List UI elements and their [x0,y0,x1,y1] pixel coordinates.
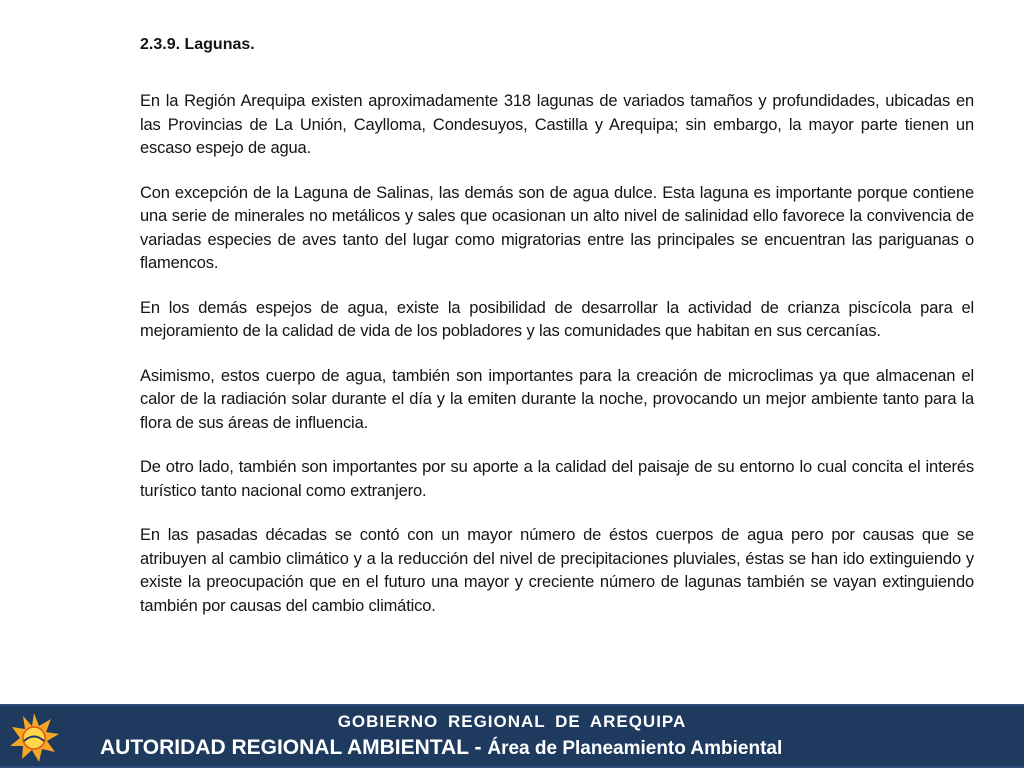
paragraph: Asimismo, estos cuerpo de agua, también son importantes para la creación de microclimas ya que almacenan el calor de la radiación solar durante el día y la emiten durante la noche, provocando un mejor ambiente tanto para la flora de sus áreas de influencia. [140,366,974,432]
footer-band [0,704,1024,768]
paragraph: Con excepción de la Laguna de Salinas, las demás son de agua dulce. Esta laguna es importante porque contiene una serie de minerales no metálicos y sales que ocasionan un alto nivel de salinidad ello favorece la convivencia de variadas especies de aves tanto del lugar como migratorias entre las principales se encuentran las pariguanas o flamencos. [140,183,974,272]
footer-subtitle [100,736,782,760]
footer-banner [0,700,1024,768]
paragraph: En los demás espejos de agua, existe la posibilidad de desarrollar la actividad de crianza piscícola para el mejoramiento de la calidad de vida de los pobladores y las comunidades que habitan en sus cercanías. [140,298,974,340]
paragraph: De otro lado, también son importantes por su aporte a la calidad del paisaje de su entorno lo cual concita el interés turístico tanto nacional como extranjero. [140,458,974,500]
footer-authority: AUTORIDAD REGIONAL AMBIENTAL - [100,736,488,759]
paragraph: En la Región Arequipa existen aproximadamente 318 lagunas de variados tamaños y profundidades, ubicadas en las Provincias de La Unión, Caylloma, Condesuyos, Castilla y Arequipa; sin embargo, la mayor parte tienen un escaso espejo de agua. [140,92,974,157]
footer-title: GOBIERNO REGIONAL DE AREQUIPA [337,712,687,731]
footer-area: Área de Planeamiento Ambiental [487,738,783,759]
paragraph: En las pasadas décadas se contó con un mayor número de éstos cuerpos de agua pero por causas que se atribuyen al cambio climático y a la reducción del nivel de precipitaciones pluviales, éstas se han ido extinguiendo y existe la preocupación que en el futuro una mayor y creciente número de lagunas también se vayan extinguiendo también por causas del cambio climático. [140,526,974,615]
document-content [140,34,974,639]
section-title: 2.3.9. Lagunas. [140,36,255,53]
